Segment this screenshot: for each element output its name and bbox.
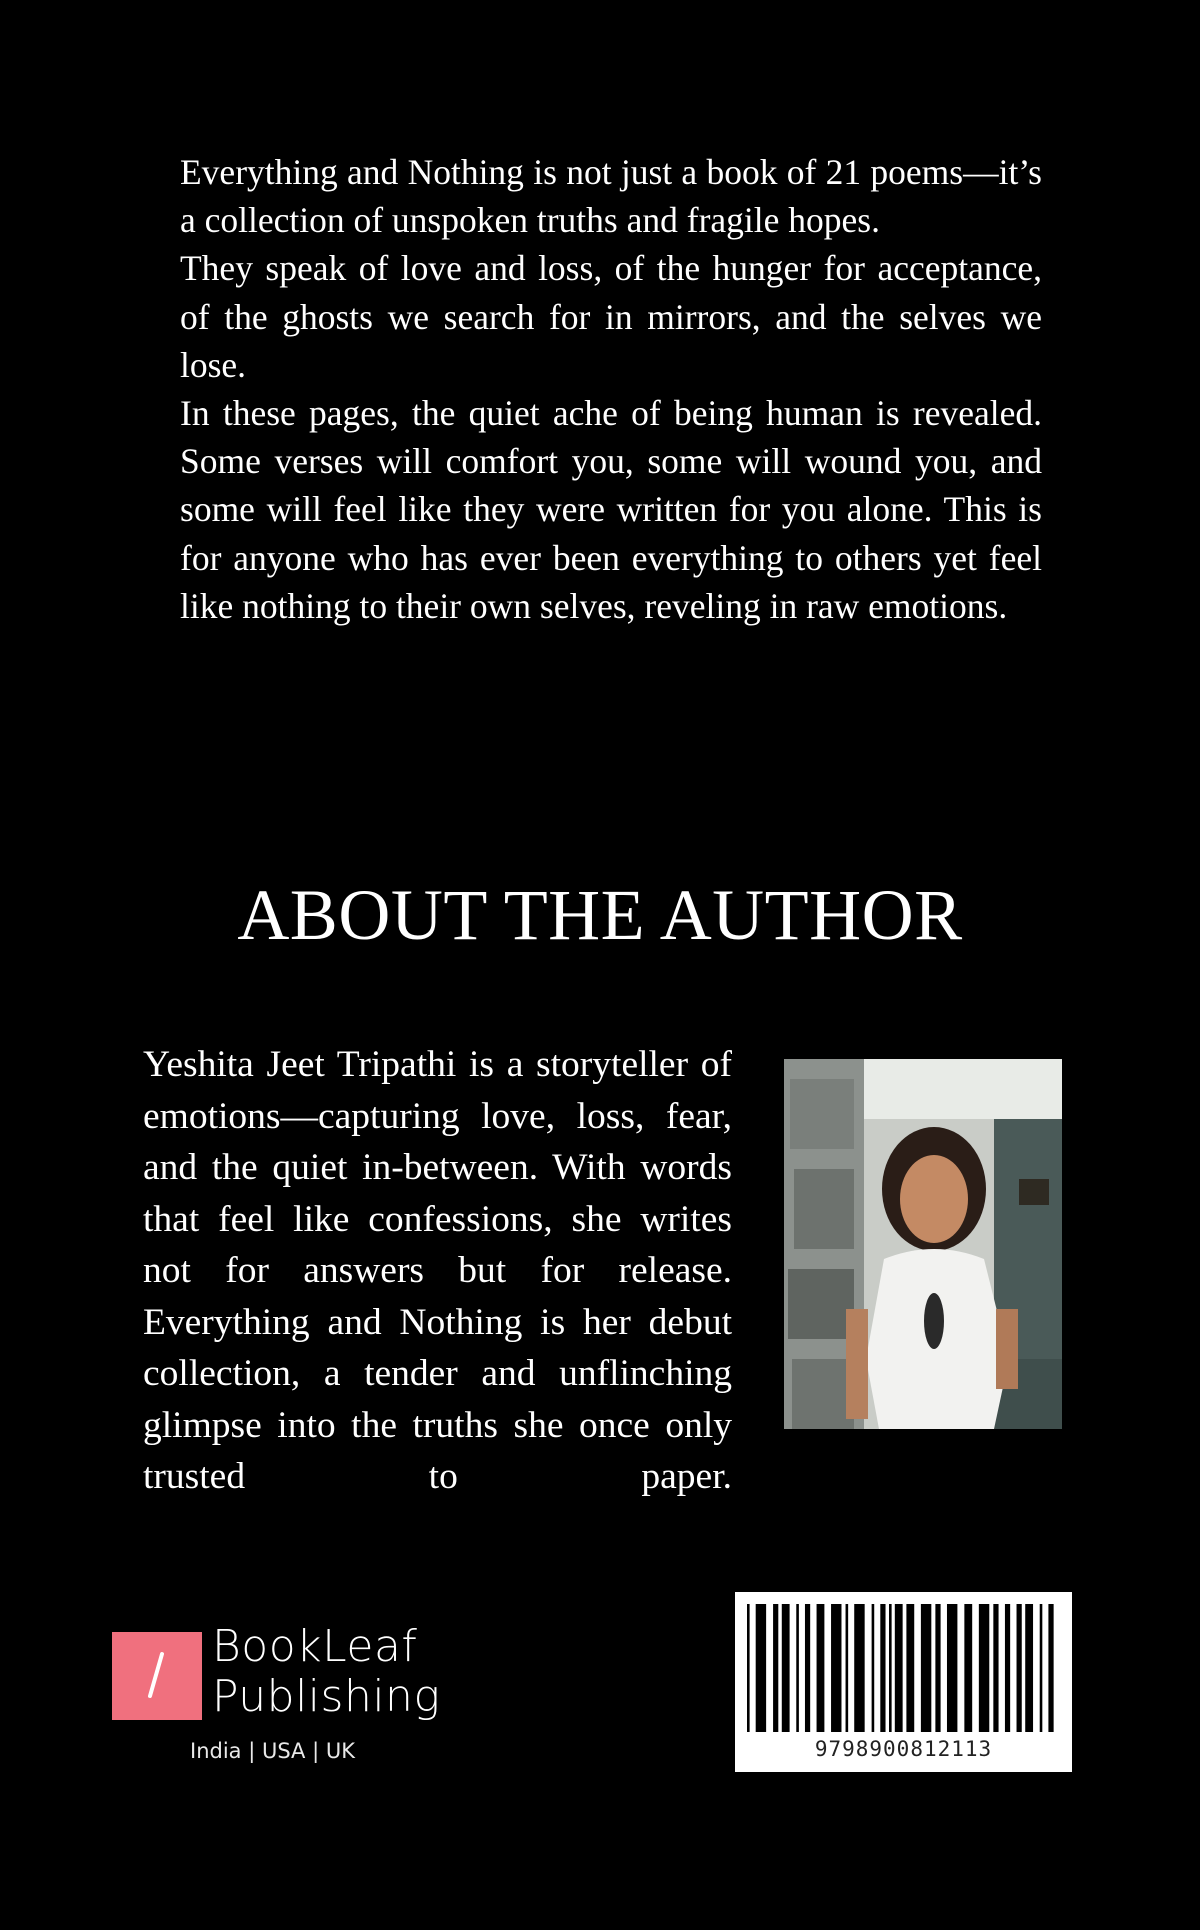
- isbn-number: 9798900812113: [814, 1737, 993, 1761]
- barcode-bar: [1048, 1604, 1053, 1732]
- slash-icon: [112, 1630, 202, 1720]
- back-cover-blurb: [180, 148, 1042, 630]
- barcode-bar: [895, 1604, 903, 1732]
- barcode-bar: [756, 1604, 766, 1732]
- barcode-bar: [979, 1604, 989, 1732]
- barcode-bar: [796, 1604, 799, 1732]
- barcode-bar: [747, 1604, 750, 1732]
- barcode-bar: [1005, 1604, 1010, 1732]
- author-bio: Yeshita Jeet Tripathi is a storyteller of emotions—capturing love, loss, fear, and the quiet in-between. With words that feel like confessions, she writes not for answers but for release. Everything and Nothing is her debut collection, a tender and unflinching glimpse into the truths she once only trusted to paper.: [143, 1044, 732, 1497]
- barcode-bar: [947, 1604, 957, 1732]
- barcode-bar: [889, 1604, 892, 1732]
- barcode-bar: [906, 1604, 914, 1732]
- barcode-bar: [831, 1604, 841, 1732]
- publisher-name-line2: Publishing: [212, 1671, 441, 1722]
- blurb-paragraph: They speak of love and loss, of the hunger for acceptance, of the ghosts we search for in mirrors, and the selves we lose.: [180, 248, 1042, 385]
- barcode-bars: [735, 1592, 1072, 1736]
- barcode-bar: [872, 1604, 875, 1732]
- publisher-name-line1: BookLeaf: [212, 1621, 418, 1672]
- barcode-bar: [1040, 1604, 1043, 1732]
- barcode-bar: [854, 1604, 864, 1732]
- isbn-barcode: [735, 1592, 1072, 1772]
- publisher-name: [212, 1622, 440, 1722]
- publisher-regions: India | USA | UK: [190, 1739, 355, 1763]
- barcode-bar: [773, 1604, 778, 1732]
- barcode-bar: [846, 1604, 849, 1732]
- blurb-paragraph: Everything and Nothing is not just a book of 21 poems—it’s a collection of unspoken truths and fragile hopes.: [180, 152, 1042, 241]
- barcode-bar: [817, 1604, 825, 1732]
- barcode-bar: [935, 1604, 940, 1732]
- barcode-bar: [805, 1604, 810, 1732]
- barcode-bar: [993, 1604, 998, 1732]
- author-photo: [784, 1059, 1062, 1429]
- barcode-bar: [964, 1604, 972, 1732]
- barcode-bar: [1017, 1604, 1022, 1732]
- about-author-heading: ABOUT THE AUTHOR: [237, 875, 963, 955]
- barcode-bar: [782, 1604, 790, 1732]
- barcode-bar: [880, 1604, 885, 1732]
- barcode-bar: [921, 1604, 931, 1732]
- barcode-bar: [1025, 1604, 1033, 1732]
- blurb-paragraph: In these pages, the quiet ache of being human is revealed. Some verses will comfort you, some will wound you, and some will feel like they were written for you alone. This is for anyone who has ever been everything to others yet feel like nothing to their own selves, reveling in raw emotions.: [180, 393, 1042, 626]
